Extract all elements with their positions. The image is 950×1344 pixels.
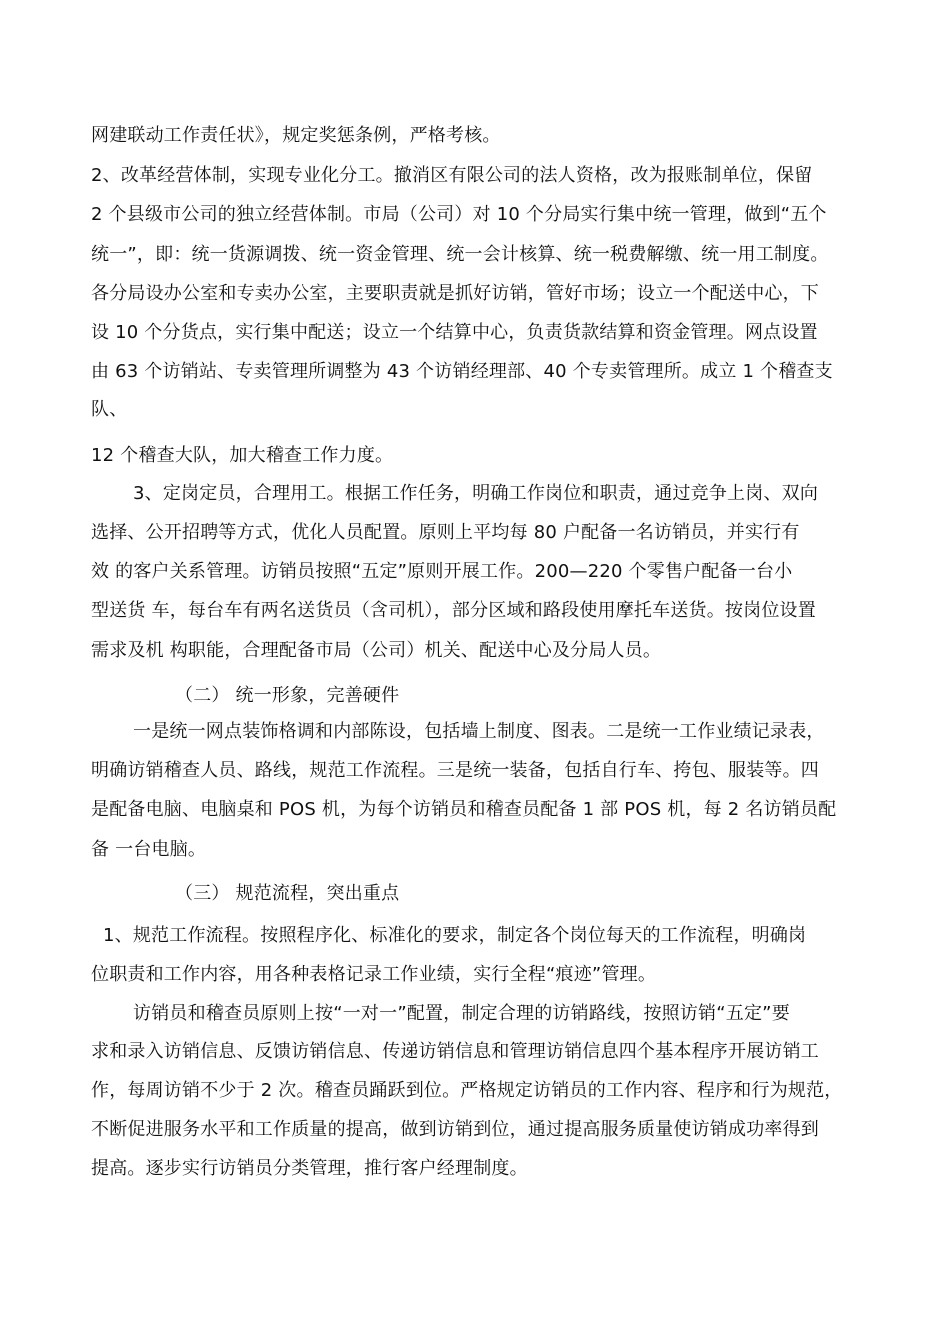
section-heading-3: （三） 规范流程，突出重点 — [175, 883, 400, 904]
section-heading-2: （二） 统一形象，完善硬件 — [175, 685, 400, 706]
text-line-10: 3、定岗定员，合理用工。根据工作任务，明确工作岗位和职责，通过竞争上岗、双向 — [133, 483, 819, 504]
text-line-17: 明确访销稽查人员、路线，规范工作流程。三是统一装备，包括自行车、挎包、服装等。四 — [91, 760, 819, 781]
text-line-23: 访销员和稽查员原则上按“一对一”配置，制定合理的访销路线，按照访销“五定”要 — [133, 1003, 790, 1024]
text-line-12: 效 的客户关系管理。访销员按照“五定”原则开展工作。200—220 个零售户配备一台小 — [91, 561, 793, 582]
text-line-1: 网建联动工作责任状》，规定奖惩条例，严格考核。 — [91, 125, 501, 146]
text-line-11: 选择、公开招聘等方式，优化人员配置。原则上平均每 80 户配备一名访销员，并实行有 — [91, 522, 800, 543]
text-line-19: 备 一台电脑。 — [91, 839, 207, 860]
text-line-3: 2 个县级市公司的独立经营体制。市局（公司）对 10 个分局实行集中统一管理，做到“五个 — [91, 204, 827, 225]
text-line-9: 12 个稽查大队，加大稽查工作力度。 — [91, 445, 394, 466]
text-line-14: 需求及机 构职能，合理配备市局（公司）机关、配送中心及分局人员。 — [91, 640, 662, 661]
text-line-13: 型送货 车，每台车有两名送货员（含司机），部分区域和路段使用摩托车送货。按岗位设置 — [91, 600, 816, 621]
text-line-27: 提高。逐步实行访销员分类管理，推行客户经理制度。 — [91, 1158, 528, 1179]
text-line-6: 设 10 个分货点，实行集中配送；设立一个结算中心，负责货款结算和资金管理。网点设置 — [91, 322, 818, 343]
text-line-2: 2、改革经营体制，实现专业化分工。撤消区有限公司的法人资格，改为报账制单位，保留 — [91, 165, 813, 186]
text-line-8: 队、 — [91, 399, 128, 420]
text-line-18: 是配备电脑、电脑桌和 POS 机，为每个访销员和稽查员配备 1 部 POS 机，每 2 名访销员配 — [91, 799, 837, 820]
text-line-4: 统一”，即：统一货源调拨、统一资金管理、统一会计核算、统一税费解缴、统一用工制度。 — [91, 244, 829, 265]
text-line-21: 1、规范工作流程。按照程序化、标准化的要求，制定各个岗位每天的工作流程，明确岗 — [103, 925, 807, 946]
text-line-7: 由 63 个访销站、专卖管理所调整为 43 个访销经理部、40 个专卖管理所。成立 1 个稽查支 — [91, 361, 833, 382]
text-line-26: 不断促进服务水平和工作质量的提高，做到访销到位，通过提高服务质量使访销成功率得到 — [91, 1119, 819, 1140]
text-line-16: 一是统一网点装饰格调和内部陈设，包括墙上制度、图表。二是统一工作业绩记录表， — [133, 721, 825, 742]
text-line-24: 求和录入访销信息、反馈访销信息、传递访销信息和管理访销信息四个基本程序开展访销工 — [91, 1041, 819, 1062]
text-line-22: 位职责和工作内容，用各种表格记录工作业绩，实行全程“痕迹”管理。 — [91, 964, 657, 985]
text-line-25: 作，每周访销不少于 2 次。稽查员踊跃到位。严格规定访销员的工作内容、程序和行为规范， — [91, 1080, 843, 1101]
text-line-5: 各分局设办公室和专卖办公室，主要职责就是抓好访销，管好市场；设立一个配送中心，下 — [91, 283, 819, 304]
